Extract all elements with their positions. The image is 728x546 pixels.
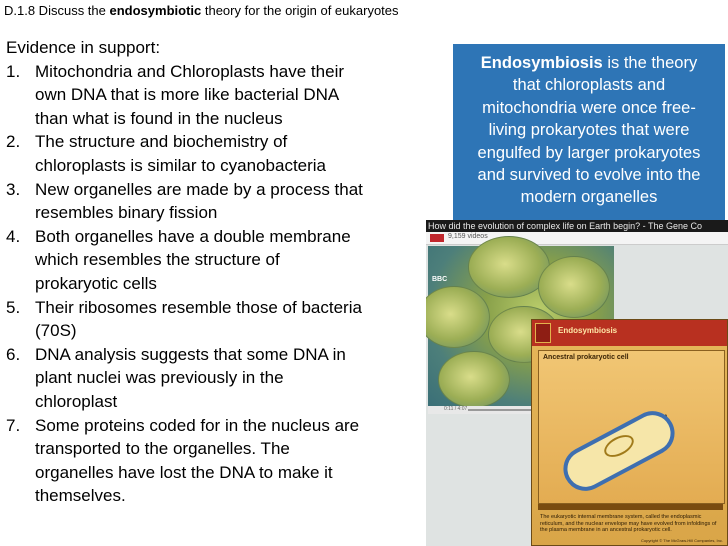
definition-line-3: living prokaryotes that were bbox=[488, 121, 690, 140]
title-suffix: theory for the origin of eukaryotes bbox=[201, 3, 399, 18]
animation-screen bbox=[538, 350, 725, 504]
definition-line-1: that chloroplasts and bbox=[512, 76, 666, 95]
video-title-bar: How did the evolution of complex life on Earth begin? - The Gene Co bbox=[426, 220, 728, 232]
video-info-bar bbox=[426, 232, 728, 245]
evidence-item bbox=[6, 296, 406, 343]
evidence-item-line: resembles binary fission bbox=[35, 203, 218, 223]
evidence-item bbox=[6, 225, 406, 296]
evidence-item-line: chloroplasts is similar to cyanobacteria bbox=[35, 155, 327, 175]
evidence-item-line: New organelles are made by a process that bbox=[35, 179, 363, 199]
evidence-item-line: Mitochondria and Chloroplasts have their bbox=[35, 61, 345, 81]
evidence-item-number: 5. bbox=[6, 297, 21, 317]
evidence-item bbox=[6, 414, 406, 508]
evidence-item-line: The structure and biochemistry of bbox=[35, 132, 288, 152]
copyright-notice: Copyright © The McGraw-Hill Companies, Inc. bbox=[640, 538, 723, 543]
channel-logo-icon bbox=[430, 234, 444, 242]
evidence-item-line: than what is found in the nucleus bbox=[35, 108, 283, 128]
evidence-item-line: (70S) bbox=[35, 321, 77, 341]
evidence-item-line: which resembles the structure of bbox=[35, 250, 280, 270]
definition-box bbox=[453, 44, 725, 220]
evidence-item bbox=[6, 130, 406, 177]
evidence-item-line: plant nuclei was previously in the bbox=[35, 368, 284, 388]
evidence-item bbox=[6, 343, 406, 414]
evidence-item-number: 1. bbox=[6, 61, 21, 81]
title-keyword: endosymbiotic bbox=[109, 3, 202, 18]
evidence-item bbox=[6, 60, 406, 131]
evidence-item-line: chloroplast bbox=[35, 391, 118, 411]
bbc-watermark: BBC bbox=[432, 276, 448, 283]
evidence-item-number: 7. bbox=[6, 415, 21, 435]
evidence-item-line: DNA analysis suggests that some DNA in bbox=[35, 344, 346, 364]
definition-term: Endosymbiosis bbox=[480, 54, 603, 72]
evidence-list bbox=[6, 36, 406, 508]
definition-line-0 bbox=[453, 52, 725, 74]
evidence-item-line: Both organelles have a double membrane bbox=[35, 226, 351, 246]
cell-image bbox=[538, 256, 610, 318]
panel-title: Endosymbiosis bbox=[558, 326, 618, 335]
video-count: 9,159 videos bbox=[448, 233, 488, 240]
endosymbiosis-animation bbox=[531, 319, 728, 546]
publisher-logo-icon bbox=[535, 323, 551, 343]
animation-progress-bar[interactable] bbox=[538, 504, 723, 510]
evidence-item-line: Their ribosomes resemble those of bacteria bbox=[35, 297, 362, 317]
screen-label: Ancestral prokaryotic cell bbox=[543, 354, 629, 361]
evidence-items bbox=[6, 60, 406, 508]
definition-line-4: engulfed by larger prokaryotes bbox=[477, 143, 701, 162]
cell-image bbox=[438, 351, 510, 408]
evidence-item-line: own DNA that is more like bacterial DNA bbox=[35, 85, 340, 105]
evidence-heading: Evidence in support: bbox=[6, 38, 161, 57]
panel-title-bar bbox=[532, 320, 727, 346]
evidence-item-line: prokaryotic cells bbox=[35, 273, 157, 293]
definition-line-6: modern organelles bbox=[520, 188, 658, 207]
video-time: 0:11 / 4:07 bbox=[444, 406, 468, 412]
animation-caption: The eukaryotic internal membrane system, called the endoplasmic reticulum, and the nuclear envelope may have evolved from infoldings of the plasma membrane in an ancestral prokaryotic cell. bbox=[540, 514, 717, 533]
evidence-item bbox=[6, 178, 406, 225]
evidence-item-number: 3. bbox=[6, 179, 21, 199]
definition-line-0-text: is the theory bbox=[602, 54, 698, 72]
definition-line-5: and survived to evolve into the bbox=[477, 166, 701, 185]
slide-title bbox=[4, 3, 399, 18]
evidence-item-line: themselves. bbox=[35, 486, 126, 506]
evidence-item-line: transported to the organelles. The bbox=[35, 439, 290, 459]
evidence-item-number: 6. bbox=[6, 344, 21, 364]
evidence-item-number: 2. bbox=[6, 132, 21, 152]
title-prefix: D.1.8 Discuss the bbox=[4, 3, 110, 18]
evidence-item-number: 4. bbox=[6, 226, 21, 246]
evidence-item-line: Some proteins coded for in the nucleus are bbox=[35, 415, 360, 435]
definition-line-2: mitochondria were once free- bbox=[482, 98, 696, 117]
evidence-item-line: organelles have lost the DNA to make it bbox=[35, 462, 333, 482]
cell-image bbox=[426, 286, 490, 348]
